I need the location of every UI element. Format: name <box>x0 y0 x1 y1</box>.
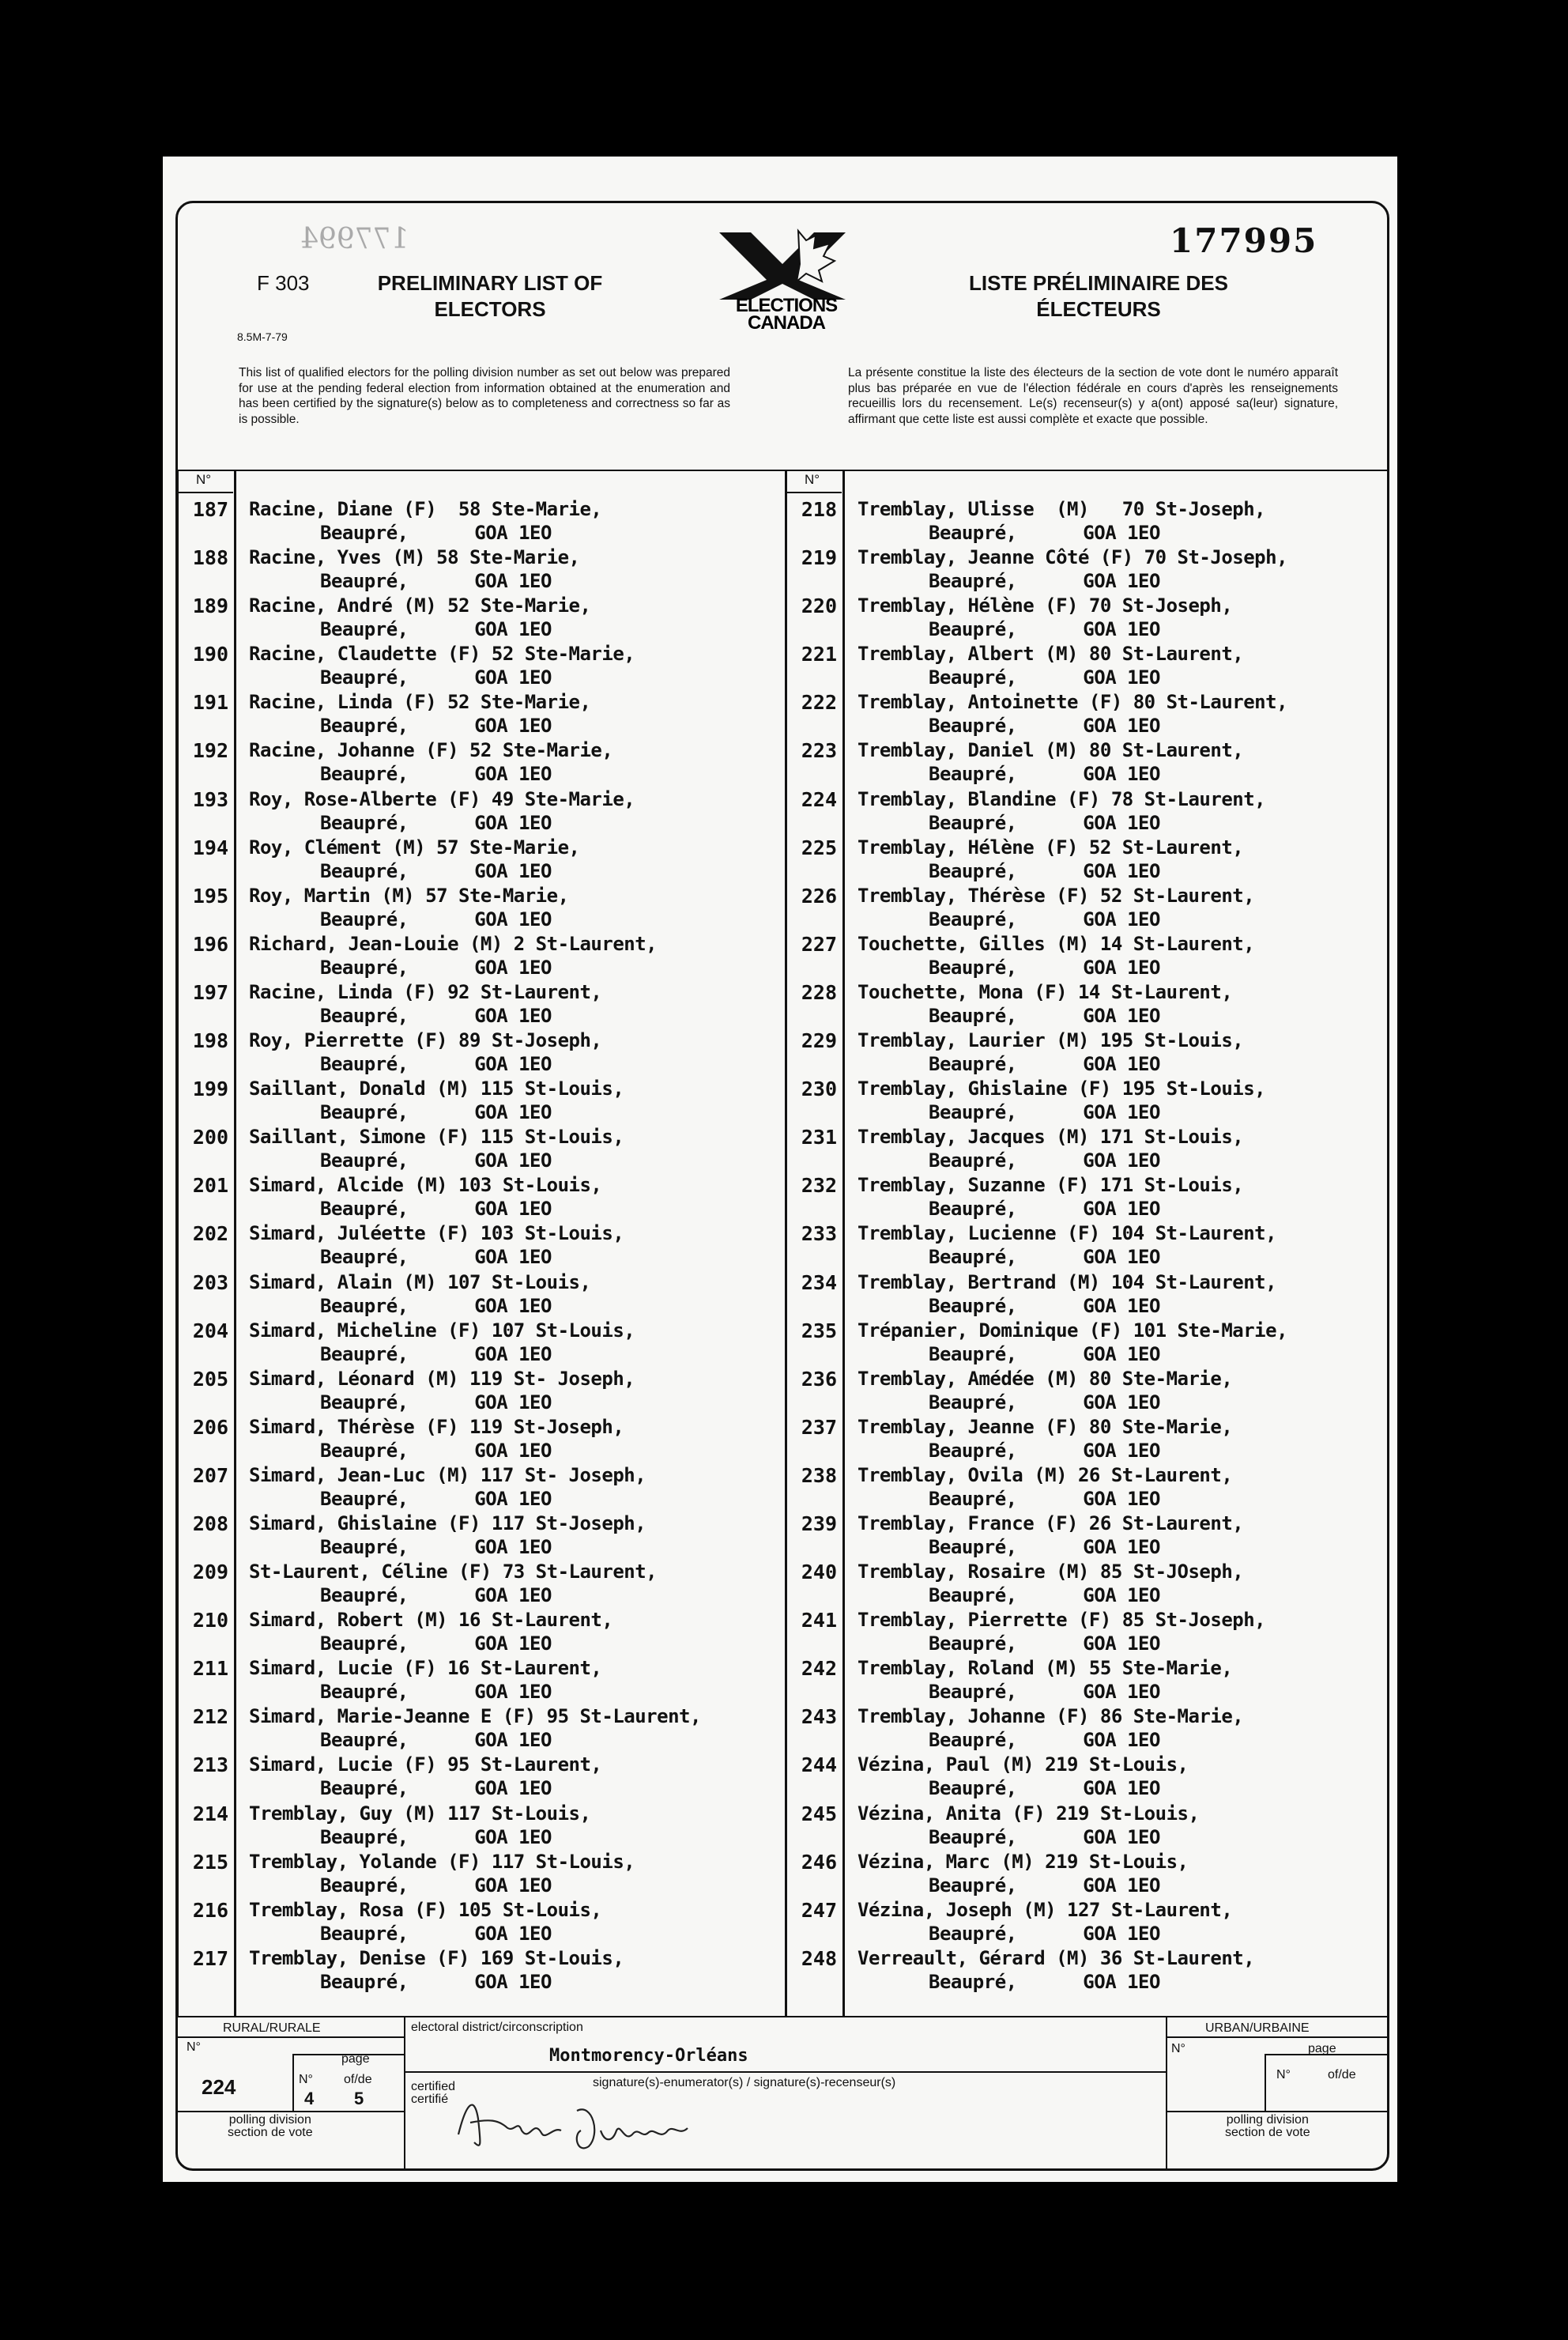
logo-text: ELECTIONS CANADA <box>735 295 838 334</box>
entry-number: 241 <box>801 1609 837 1632</box>
entry-number: 206 <box>192 1415 228 1439</box>
elector-entry <box>178 1899 731 1947</box>
entry-locality-postal: Beaupré, GOA 1EO <box>929 1922 1160 1945</box>
entry-locality-postal: Beaupré, GOA 1EO <box>929 570 1160 593</box>
entry-locality-postal: Beaupré, GOA 1EO <box>320 811 552 834</box>
elector-entry <box>178 1705 731 1753</box>
right-no-header: N° <box>805 472 820 487</box>
intro-french: La présente constitue la liste des électeurs de la section de vote dont le numéro apparaît plus bas préparée en vue de l'élection fédérale en cours d'après les renseignements recueillis lors du recensement. Le(s) recenseur(s) y a(ont) apposé sa(leur) signature, affirmant que cette liste est aussi complète et exacte que possible. <box>848 366 1338 426</box>
entry-locality-postal: Beaupré, GOA 1EO <box>320 1053 552 1076</box>
entry-name-address: Vézina, Anita (F) 219 St-Louis, <box>858 1802 1200 1825</box>
entry-number: 245 <box>801 1802 837 1825</box>
entry-locality-postal: Beaupré, GOA 1EO <box>320 1149 552 1172</box>
elector-entry <box>178 1368 731 1416</box>
entry-name-address: Richard, Jean-Louie (M) 2 St-Laurent, <box>249 932 658 955</box>
entry-name-address: Tremblay, Antoinette (F) 80 St-Laurent, <box>858 691 1288 714</box>
entry-number: 209 <box>192 1561 228 1584</box>
elector-entry <box>786 1368 1340 1416</box>
entry-name-address: Touchette, Mona (F) 14 St-Laurent, <box>858 980 1233 1003</box>
faded-stamp-number: 177994 <box>300 223 409 255</box>
elector-entry <box>786 546 1340 594</box>
entry-name-address: Saillant, Simone (F) 115 St-Louis, <box>249 1126 624 1149</box>
entry-number: 216 <box>192 1898 228 1922</box>
entry-locality-postal: Beaupré, GOA 1EO <box>320 1729 552 1752</box>
entry-name-address: Simard, Jean-Luc (M) 117 St- Joseph, <box>249 1463 646 1486</box>
elector-entry <box>786 643 1340 691</box>
elector-entry <box>786 1271 1340 1319</box>
entry-name-address: Tremblay, Guy (M) 117 St-Louis, <box>249 1802 591 1825</box>
elector-entry <box>178 788 731 836</box>
elector-entry <box>178 1561 731 1609</box>
signature-label: signature(s)-enumerator(s) / signature(s)-recenseur(s) <box>593 2076 896 2089</box>
entry-name-address: Tremblay, Jeanne Côté (F) 70 St-Joseph, <box>858 546 1288 569</box>
entry-locality-postal: Beaupré, GOA 1EO <box>929 715 1160 738</box>
entry-number: 240 <box>801 1561 837 1584</box>
entry-locality-postal: Beaupré, GOA 1EO <box>320 1632 552 1655</box>
entry-name-address: Tremblay, Amédée (M) 80 Ste-Marie, <box>858 1367 1233 1390</box>
entry-locality-postal: Beaupré, GOA 1EO <box>320 570 552 593</box>
entry-number: 187 <box>192 498 228 521</box>
entry-number: 244 <box>801 1753 837 1777</box>
polling-label-fr: section de vote <box>228 2126 313 2139</box>
entry-number: 235 <box>801 1319 837 1342</box>
entry-number: 215 <box>192 1850 228 1874</box>
entry-name-address: Simard, Alain (M) 107 St-Louis, <box>249 1270 591 1293</box>
elector-entry <box>178 1174 731 1222</box>
entry-locality-postal: Beaupré, GOA 1EO <box>929 1874 1160 1897</box>
elector-entry <box>786 1222 1340 1270</box>
entry-locality-postal: Beaupré, GOA 1EO <box>320 522 552 544</box>
revision-code: 8.5M-7-79 <box>237 330 288 343</box>
entry-locality-postal: Beaupré, GOA 1EO <box>929 1681 1160 1704</box>
elector-entry <box>786 1753 1340 1802</box>
elector-entry <box>178 1222 731 1270</box>
entry-number: 198 <box>192 1029 228 1053</box>
district-name: Montmorency-Orléans <box>549 2046 748 2066</box>
elector-entry <box>786 498 1340 546</box>
entry-locality-postal: Beaupré, GOA 1EO <box>929 1970 1160 1993</box>
serial-number: 177995 <box>1170 221 1318 260</box>
rural-label-rule <box>176 2036 405 2038</box>
entry-locality-postal: Beaupré, GOA 1EO <box>929 908 1160 930</box>
entry-number: 203 <box>192 1270 228 1294</box>
entry-locality-postal: Beaupré, GOA 1EO <box>929 1149 1160 1172</box>
entry-number: 189 <box>192 594 228 618</box>
entry-number: 214 <box>192 1802 228 1825</box>
entry-locality-postal: Beaupré, GOA 1EO <box>320 859 552 882</box>
entry-name-address: Roy, Pierrette (F) 89 St-Joseph, <box>249 1029 602 1052</box>
entry-locality-postal: Beaupré, GOA 1EO <box>929 859 1160 882</box>
entry-number: 188 <box>192 546 228 570</box>
rural-page-label: page <box>341 2052 370 2066</box>
urban-bottom-rule <box>1166 2111 1389 2112</box>
entry-name-address: Tremblay, France (F) 26 St-Laurent, <box>858 1512 1244 1534</box>
entry-number: 193 <box>192 787 228 811</box>
entry-name-address: Racine, Diane (F) 58 Ste-Marie, <box>249 498 602 520</box>
entry-number: 195 <box>192 884 228 908</box>
entry-locality-postal: Beaupré, GOA 1EO <box>320 1294 552 1317</box>
elector-entry <box>178 836 731 885</box>
entry-locality-postal: Beaupré, GOA 1EO <box>929 1101 1160 1124</box>
elector-entry <box>178 1609 731 1657</box>
entry-number: 228 <box>801 980 837 1004</box>
elector-entry <box>178 1851 731 1899</box>
elector-entry <box>786 1851 1340 1899</box>
entry-locality-postal: Beaupré, GOA 1EO <box>320 1777 552 1800</box>
entry-number: 230 <box>801 1078 837 1101</box>
elector-entry <box>786 691 1340 739</box>
entry-name-address: Tremblay, Ghislaine (F) 195 St-Louis, <box>858 1078 1266 1100</box>
title-french: LISTE PRÉLIMINAIRE DES ÉLECTEURS <box>969 271 1228 321</box>
elector-entry <box>786 1464 1340 1512</box>
elector-entry <box>178 546 731 594</box>
entry-name-address: Tremblay, Roland (M) 55 Ste-Marie, <box>858 1657 1233 1680</box>
entry-number: 237 <box>801 1415 837 1439</box>
entry-name-address: Tremblay, Daniel (M) 80 St-Laurent, <box>858 739 1244 762</box>
entry-locality-postal: Beaupré, GOA 1EO <box>929 522 1160 544</box>
entry-name-address: Vézina, Marc (M) 219 St-Louis, <box>858 1850 1189 1873</box>
elector-entry <box>178 1657 731 1705</box>
elector-entry <box>786 1947 1340 1995</box>
elector-entry <box>178 885 731 933</box>
entry-number: 218 <box>801 498 837 521</box>
entry-number: 190 <box>192 643 228 666</box>
entry-locality-postal: Beaupré, GOA 1EO <box>320 1198 552 1221</box>
entry-locality-postal: Beaupré, GOA 1EO <box>320 715 552 738</box>
entry-number: 199 <box>192 1078 228 1101</box>
entry-number: 194 <box>192 836 228 859</box>
entry-number: 243 <box>801 1705 837 1729</box>
entry-number: 239 <box>801 1512 837 1535</box>
entry-name-address: Tremblay, Albert (M) 80 St-Laurent, <box>858 643 1244 666</box>
urban-polling-division-label <box>1225 2114 1310 2139</box>
entry-number: 234 <box>801 1270 837 1294</box>
entry-number: 222 <box>801 691 837 715</box>
entry-locality-postal: Beaupré, GOA 1EO <box>929 1777 1160 1800</box>
entry-number: 207 <box>192 1463 228 1487</box>
urban-page-of-label: of/de <box>1328 2068 1356 2081</box>
entry-locality-postal: Beaupré, GOA 1EO <box>929 1584 1160 1607</box>
handwritten-signature <box>443 2087 711 2158</box>
entry-number: 229 <box>801 1029 837 1053</box>
district-label: electoral district/circonscription <box>411 2021 583 2034</box>
rural-label: RURAL/RURALE <box>223 2021 321 2035</box>
entry-name-address: Simard, Lucie (F) 95 St-Laurent, <box>249 1753 602 1776</box>
entry-name-address: Tremblay, Rosa (F) 105 St-Louis, <box>249 1898 602 1921</box>
entry-number: 211 <box>192 1657 228 1681</box>
entry-name-address: Tremblay, Blandine (F) 78 St-Laurent, <box>858 787 1266 810</box>
entry-name-address: Roy, Clément (M) 57 Ste-Marie, <box>249 836 580 859</box>
elector-entry <box>178 933 731 981</box>
certified-en: certified <box>411 2080 456 2093</box>
entry-number: 217 <box>192 1946 228 1970</box>
elector-entry <box>178 981 731 1029</box>
elector-entry <box>178 1947 731 1995</box>
elector-entry <box>786 594 1340 643</box>
entry-name-address: Tremblay, Johanne (F) 86 Ste-Marie, <box>858 1705 1244 1728</box>
entry-name-address: Tremblay, Laurier (M) 195 St-Louis, <box>858 1029 1244 1052</box>
elector-entry <box>786 933 1340 981</box>
entry-number: 246 <box>801 1850 837 1874</box>
entry-locality-postal: Beaupré, GOA 1EO <box>320 1391 552 1413</box>
elector-entry <box>178 1126 731 1174</box>
entry-locality-postal: Beaupré, GOA 1EO <box>320 763 552 786</box>
rural-bottom-rule <box>176 2111 405 2112</box>
entry-name-address: Racine, Johanne (F) 52 Ste-Marie, <box>249 739 613 762</box>
entry-name-address: Tremblay, Jacques (M) 171 St-Louis, <box>858 1126 1244 1149</box>
entry-name-address: Tremblay, Ulisse (M) 70 St-Joseph, <box>858 498 1266 520</box>
entry-locality-postal: Beaupré, GOA 1EO <box>320 618 552 641</box>
entry-number: 210 <box>192 1609 228 1632</box>
entry-number: 231 <box>801 1126 837 1149</box>
elector-entry <box>178 1078 731 1126</box>
entry-name-address: Tremblay, Hélène (F) 52 St-Laurent, <box>858 836 1244 859</box>
entry-locality-postal: Beaupré, GOA 1EO <box>320 1681 552 1704</box>
entry-name-address: Simard, Léonard (M) 119 St- Joseph, <box>249 1367 635 1390</box>
elector-entry <box>786 788 1340 836</box>
entry-locality-postal: Beaupré, GOA 1EO <box>929 618 1160 641</box>
title-english: PRELIMINARY LIST OF ELECTORS <box>377 271 603 321</box>
polling-label-en: polling division <box>228 2113 311 2127</box>
entry-locality-postal: Beaupré, GOA 1EO <box>929 1246 1160 1269</box>
entry-name-address: Vézina, Joseph (M) 127 St-Laurent, <box>858 1898 1233 1921</box>
entry-name-address: Tremblay, Jeanne (F) 80 Ste-Marie, <box>858 1415 1233 1438</box>
entry-name-address: Tremblay, Rosaire (M) 85 St-JOseph, <box>858 1561 1244 1583</box>
elector-entry <box>178 1464 731 1512</box>
urban-page-no-label: N° <box>1276 2068 1291 2081</box>
entry-name-address: Touchette, Gilles (M) 14 St-Laurent, <box>858 932 1255 955</box>
elector-entry <box>786 1561 1340 1609</box>
entry-name-address: Tremblay, Yolande (F) 117 St-Louis, <box>249 1850 635 1873</box>
elector-entry <box>178 1753 731 1802</box>
entry-name-address: Tremblay, Hélène (F) 70 St-Joseph, <box>858 594 1233 617</box>
entry-locality-postal: Beaupré, GOA 1EO <box>929 1825 1160 1848</box>
certified-fr: certifié <box>411 2093 449 2106</box>
entry-number: 224 <box>801 787 837 811</box>
page-total: 5 <box>354 2089 364 2108</box>
elector-entry <box>178 739 731 787</box>
entry-number: 227 <box>801 932 837 956</box>
entry-number: 219 <box>801 546 837 570</box>
rural-page-of-label: of/de <box>344 2073 372 2086</box>
left-no-header: N° <box>196 472 212 487</box>
elector-entry <box>786 1416 1340 1464</box>
entry-name-address: Simard, Thérèse (F) 119 St-Joseph, <box>249 1415 624 1438</box>
entry-name-address: Tremblay, Ovila (M) 26 St-Laurent, <box>858 1463 1233 1486</box>
entry-locality-postal: Beaupré, GOA 1EO <box>320 1874 552 1897</box>
entry-name-address: Simard, Juléette (F) 103 St-Louis, <box>249 1222 624 1245</box>
urban-polling-label-fr: section de vote <box>1225 2126 1310 2139</box>
polling-division-number: 224 <box>202 2075 236 2099</box>
elector-entry <box>786 1174 1340 1222</box>
entry-locality-postal: Beaupré, GOA 1EO <box>929 1632 1160 1655</box>
table-top-rule <box>176 470 1389 471</box>
entry-number: 212 <box>192 1705 228 1729</box>
entry-locality-postal: Beaupré, GOA 1EO <box>320 1584 552 1607</box>
entry-number: 223 <box>801 739 837 763</box>
entry-number: 202 <box>192 1222 228 1246</box>
elector-entry <box>786 981 1340 1029</box>
polling-division-label <box>228 2114 313 2139</box>
entry-name-address: Racine, Yves (M) 58 Ste-Marie, <box>249 546 580 569</box>
entry-locality-postal: Beaupré, GOA 1EO <box>320 666 552 689</box>
urban-no-label: N° <box>1171 2042 1185 2055</box>
form-number: F 303 <box>257 271 310 295</box>
elector-entry <box>178 1512 731 1561</box>
entry-number: 191 <box>192 691 228 715</box>
entry-name-address: Simard, Micheline (F) 107 St-Louis, <box>249 1319 635 1342</box>
entry-number: 248 <box>801 1946 837 1970</box>
urban-label-rule <box>1166 2036 1389 2038</box>
entry-locality-postal: Beaupré, GOA 1EO <box>320 1439 552 1462</box>
entry-locality-postal: Beaupré, GOA 1EO <box>929 1342 1160 1365</box>
elector-entry <box>786 1899 1340 1947</box>
rural-no-label: N° <box>187 2040 201 2054</box>
entry-number: 242 <box>801 1657 837 1681</box>
elector-entry <box>178 1416 731 1464</box>
entry-locality-postal: Beaupré, GOA 1EO <box>320 1535 552 1558</box>
entry-locality-postal: Beaupré, GOA 1EO <box>320 908 552 930</box>
entry-locality-postal: Beaupré, GOA 1EO <box>929 1198 1160 1221</box>
entry-locality-postal: Beaupré, GOA 1EO <box>929 1535 1160 1558</box>
entry-name-address: Simard, Lucie (F) 16 St-Laurent, <box>249 1657 602 1680</box>
entry-locality-postal: Beaupré, GOA 1EO <box>929 666 1160 689</box>
entry-name-address: Tremblay, Bertrand (M) 104 St-Laurent, <box>858 1270 1277 1293</box>
entry-locality-postal: Beaupré, GOA 1EO <box>929 763 1160 786</box>
entry-name-address: Simard, Alcide (M) 103 St-Louis, <box>249 1174 602 1197</box>
x-maple-leaf-icon <box>703 225 869 304</box>
elector-entry <box>178 594 731 643</box>
elector-entry <box>178 498 731 546</box>
elector-entry <box>786 1657 1340 1705</box>
urban-page-label: page <box>1308 2042 1336 2055</box>
intro-english: This list of qualified electors for the polling division number as set out below was prepared for use at the pending federal election from information obtained at the enumeration and has been certified by the signature(s) below as to completeness and correctness so far as is possible. <box>239 366 730 426</box>
district-rule <box>405 2071 1166 2073</box>
entry-locality-postal: Beaupré, GOA 1EO <box>320 1004 552 1027</box>
entry-locality-postal: Beaupré, GOA 1EO <box>929 1439 1160 1462</box>
elector-entry <box>786 885 1340 933</box>
urban-polling-label-en: polling division <box>1226 2113 1309 2127</box>
entry-number: 236 <box>801 1367 837 1391</box>
entry-number: 238 <box>801 1463 837 1487</box>
entry-name-address: Tremblay, Pierrette (F) 85 St-Joseph, <box>858 1609 1266 1632</box>
entry-name-address: Simard, Marie-Jeanne E (F) 95 St-Laurent, <box>249 1705 701 1728</box>
entry-name-address: Roy, Martin (M) 57 Ste-Marie, <box>249 884 569 907</box>
elector-entry <box>178 1319 731 1368</box>
entry-locality-postal: Beaupré, GOA 1EO <box>320 956 552 979</box>
elector-entry <box>786 1319 1340 1368</box>
entry-number: 226 <box>801 884 837 908</box>
entry-name-address: Trépanier, Dominique (F) 101 Ste-Marie, <box>858 1319 1288 1342</box>
entry-locality-postal: Beaupré, GOA 1EO <box>320 1922 552 1945</box>
entry-number: 225 <box>801 836 837 859</box>
entry-name-address: Tremblay, Denise (F) 169 St-Louis, <box>249 1946 624 1969</box>
entry-locality-postal: Beaupré, GOA 1EO <box>929 1391 1160 1413</box>
entry-number: 192 <box>192 739 228 763</box>
urban-label: URBAN/URBAINE <box>1205 2021 1310 2035</box>
entry-name-address: Tremblay, Suzanne (F) 171 St-Louis, <box>858 1174 1244 1197</box>
entry-locality-postal: Beaupré, GOA 1EO <box>929 1053 1160 1076</box>
entry-locality-postal: Beaupré, GOA 1EO <box>929 1729 1160 1752</box>
elector-entry <box>178 1029 731 1078</box>
elections-canada-logo <box>703 225 869 335</box>
entry-number: 247 <box>801 1898 837 1922</box>
entry-name-address: Tremblay, Thérèse (F) 52 St-Laurent, <box>858 884 1255 907</box>
rural-page-no-label: N° <box>299 2073 313 2086</box>
entry-locality-postal: Beaupré, GOA 1EO <box>320 1487 552 1510</box>
entry-name-address: St-Laurent, Céline (F) 73 St-Laurent, <box>249 1561 658 1583</box>
right-elector-list <box>786 498 1340 1995</box>
entry-number: 197 <box>192 980 228 1004</box>
entry-name-address: Vézina, Paul (M) 219 St-Louis, <box>858 1753 1189 1776</box>
elector-entry <box>178 691 731 739</box>
entry-name-address: Racine, Linda (F) 52 Ste-Marie, <box>249 691 591 714</box>
entry-name-address: Saillant, Donald (M) 115 St-Louis, <box>249 1078 624 1100</box>
entry-name-address: Verreault, Gérard (M) 36 St-Laurent, <box>858 1946 1255 1969</box>
elector-entry <box>786 739 1340 787</box>
entry-locality-postal: Beaupré, GOA 1EO <box>929 1294 1160 1317</box>
elector-entry <box>178 1802 731 1851</box>
entry-name-address: Simard, Robert (M) 16 St-Laurent, <box>249 1609 613 1632</box>
entry-locality-postal: Beaupré, GOA 1EO <box>929 956 1160 979</box>
entry-number: 208 <box>192 1512 228 1535</box>
elector-entry <box>178 643 731 691</box>
elector-entry <box>786 1078 1340 1126</box>
entry-name-address: Tremblay, Lucienne (F) 104 St-Laurent, <box>858 1222 1277 1245</box>
elector-entry <box>786 1512 1340 1561</box>
elector-entry <box>786 836 1340 885</box>
entry-locality-postal: Beaupré, GOA 1EO <box>320 1970 552 1993</box>
entry-locality-postal: Beaupré, GOA 1EO <box>320 1342 552 1365</box>
entry-number: 221 <box>801 643 837 666</box>
elector-entry <box>786 1705 1340 1753</box>
entry-name-address: Racine, André (M) 52 Ste-Marie, <box>249 594 591 617</box>
entry-number: 204 <box>192 1319 228 1342</box>
entry-number: 201 <box>192 1174 228 1198</box>
entry-number: 205 <box>192 1367 228 1391</box>
entry-locality-postal: Beaupré, GOA 1EO <box>320 1101 552 1124</box>
entry-number: 200 <box>192 1126 228 1149</box>
left-elector-list <box>178 498 731 1995</box>
entry-number: 213 <box>192 1753 228 1777</box>
entry-name-address: Simard, Ghislaine (F) 117 St-Joseph, <box>249 1512 646 1534</box>
entry-number: 232 <box>801 1174 837 1198</box>
entry-locality-postal: Beaupré, GOA 1EO <box>320 1825 552 1848</box>
entry-locality-postal: Beaupré, GOA 1EO <box>320 1246 552 1269</box>
elector-entry <box>786 1029 1340 1078</box>
entry-number: 233 <box>801 1222 837 1246</box>
elector-entry <box>786 1126 1340 1174</box>
entry-number: 196 <box>192 932 228 956</box>
entry-name-address: Racine, Linda (F) 92 St-Laurent, <box>249 980 602 1003</box>
elector-entry <box>786 1802 1340 1851</box>
elector-entry <box>786 1609 1340 1657</box>
entry-locality-postal: Beaupré, GOA 1EO <box>929 811 1160 834</box>
entry-locality-postal: Beaupré, GOA 1EO <box>929 1487 1160 1510</box>
entry-locality-postal: Beaupré, GOA 1EO <box>929 1004 1160 1027</box>
urban-page-box <box>1265 2054 1389 2111</box>
page-number: 4 <box>304 2089 315 2108</box>
entry-name-address: Racine, Claudette (F) 52 Ste-Marie, <box>249 643 635 666</box>
entry-name-address: Roy, Rose-Alberte (F) 49 Ste-Marie, <box>249 787 635 810</box>
entry-number: 220 <box>801 594 837 618</box>
elector-entry <box>178 1271 731 1319</box>
